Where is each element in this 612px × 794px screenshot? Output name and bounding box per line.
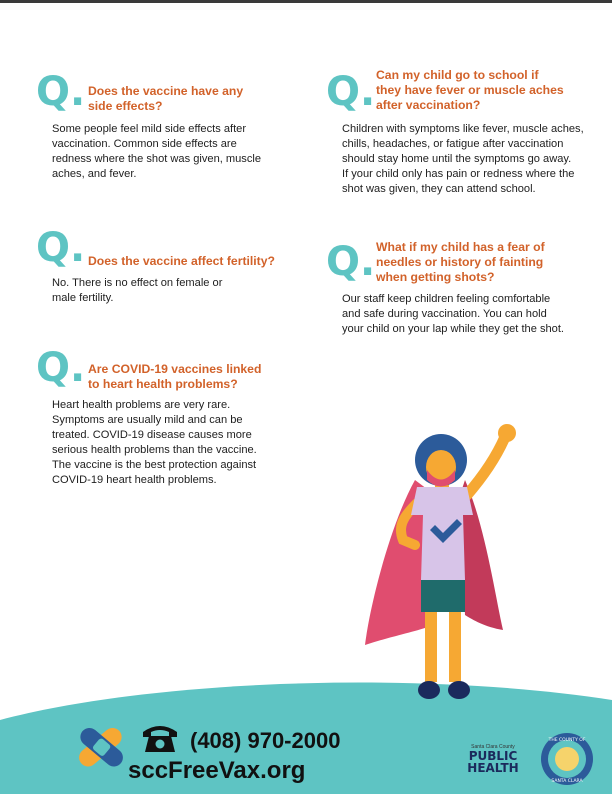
question-heading: Does the vaccine affect fertility? (88, 254, 275, 268)
superhero-child-illustration (355, 415, 535, 715)
answer-text: Our staff keep children feeling comfortable and safe during vaccination. You can hold your child on your lap while they get the shot. (342, 293, 565, 335)
top-border (0, 0, 612, 3)
q-mark-icon: Q. (36, 69, 86, 115)
answer-text: Children with symptoms like fever, muscle aches, chills, headaches, or fatigue after vaccination should stay home until the symptoms go away. If your child only has pain or redness where the shot was given, they can attend school. (342, 123, 584, 195)
q-mark-icon: Q. (36, 225, 86, 271)
svg-text:SANTA CLARA: SANTA CLARA (551, 779, 583, 784)
county-seal-logo (540, 732, 594, 786)
website-link[interactable]: sccFreeVax.org (128, 757, 306, 784)
svg-text:THE COUNTY OF: THE COUNTY OF (548, 738, 586, 743)
bandage-logo-icon (70, 722, 132, 774)
q-mark-icon: Q. (326, 69, 376, 115)
public-health-logo: Santa Clara County PUBLIC HEALTH (467, 744, 519, 775)
telephone-icon (140, 722, 180, 754)
question-heading: What if my child has a fear of needles or history of fainting when getting shots? (376, 240, 545, 284)
q-mark-icon: Q. (36, 345, 86, 391)
answer-text: Some people feel mild side effects after vaccination. Common side effects are redness where the shot was given, muscle aches, and fever. (52, 123, 262, 180)
q-mark-icon: Q. (326, 239, 376, 285)
question-heading: Are COVID-19 vaccines linked to heart health problems? (88, 362, 262, 391)
question-heading: Does the vaccine have any side effects? (88, 84, 244, 113)
answer-text: Heart health problems are very rare. Symptoms are usually mild and can be treated. COVID-19 disease causes more serious health problems than the vaccine. The vaccine is the best protection against COVID-19 heart health problems. (52, 399, 257, 486)
question-heading: Can my child go to school if they have fever or muscle aches after vaccination? (376, 68, 564, 112)
answer-text: No. There is no effect on female or male fertility. (52, 277, 223, 304)
phone-number[interactable]: (408) 970-2000 (190, 728, 341, 753)
